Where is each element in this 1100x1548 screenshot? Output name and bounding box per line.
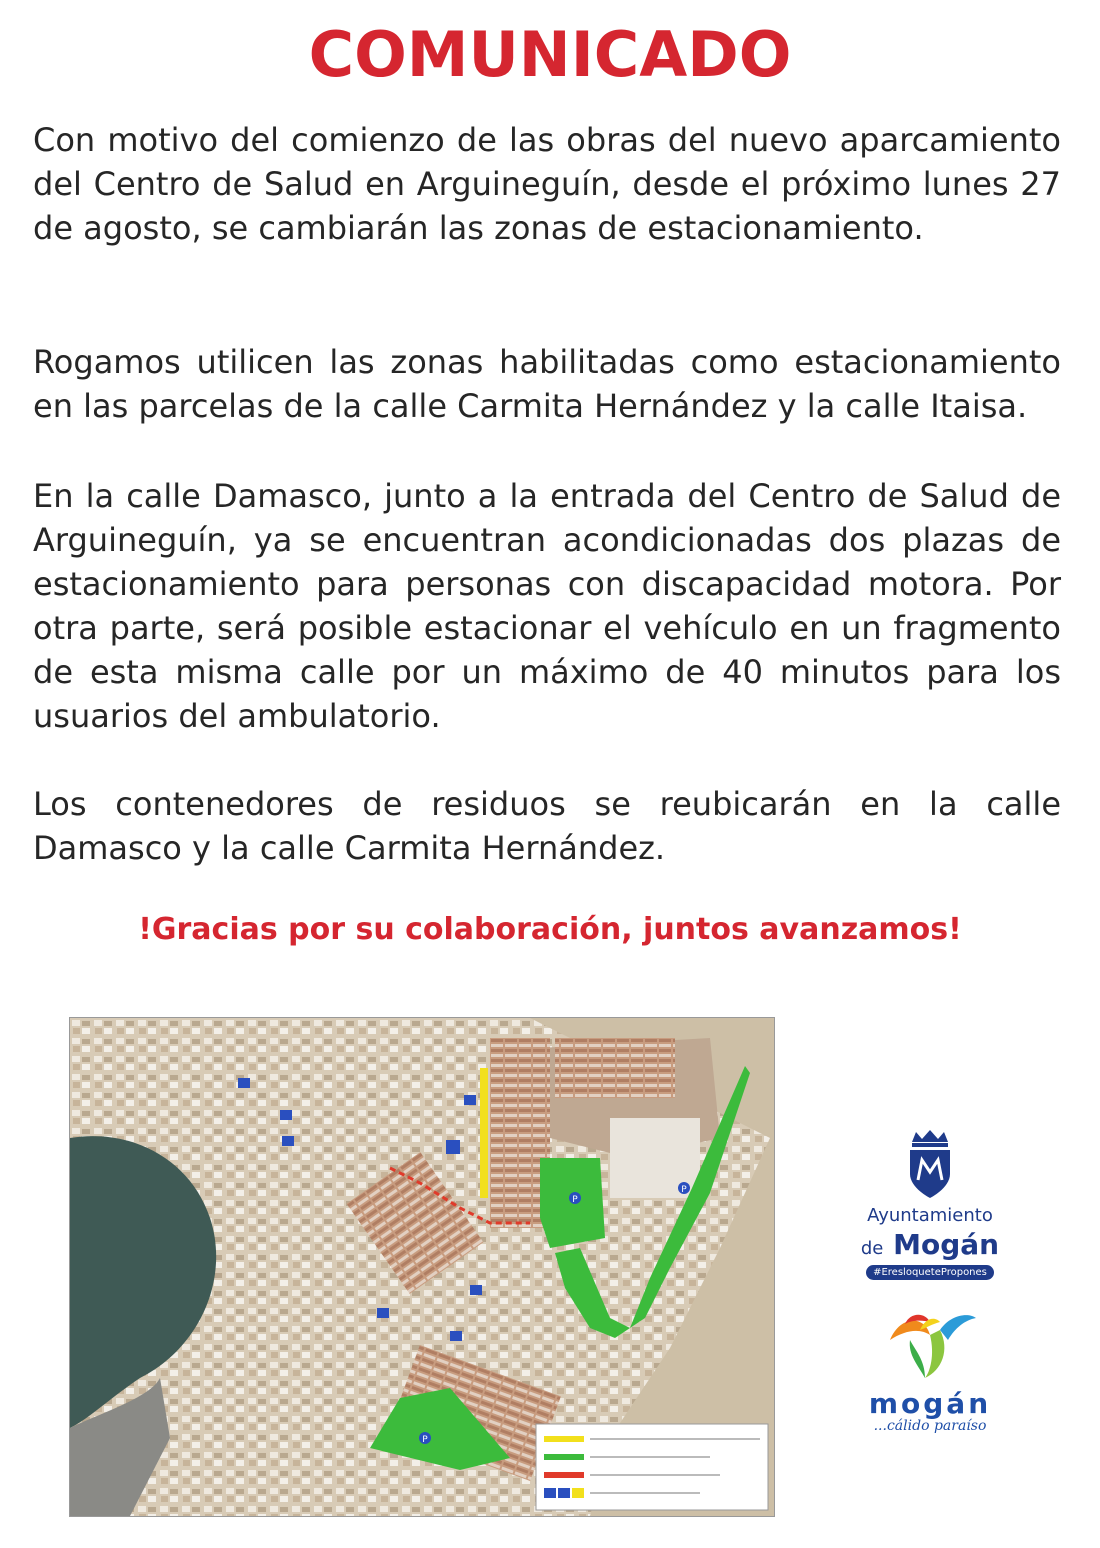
paragraph-damasco-street: En la calle Damasco, junto a la entrada del Centro de Salud de Arguineguín, ya se encuentran acondicionadas dos plazas de estacionamiento para personas con discapacidad motora. Por otra parte, será posible estacionar el vehículo en un fragmento de esta misma calle por un máximo de 40 minutos para los usuarios del ambulatorio. xyxy=(33,477,1061,735)
residential-block xyxy=(555,1038,675,1098)
thanks-message: !Gracias por su colaboración, juntos avanzamos! xyxy=(138,912,962,947)
aerial-map-image xyxy=(70,1018,774,1516)
ayuntamiento-logo xyxy=(850,1128,1010,1280)
ayuntamiento-line1: Ayuntamiento xyxy=(867,1205,993,1226)
paragraph-parking-zones: Rogamos utilicen las zonas habilitadas como estacionamiento en las parcelas de la calle Carmita Hernández y la calle Itaisa. xyxy=(33,343,1061,425)
ayuntamiento-line2: de Mogán xyxy=(860,1228,1000,1261)
paragraph-works-notice: Con motivo del comienzo de las obras del nuevo aparcamiento del Centro de Salud en Arguineguín, desde el próximo lunes 27 de agosto, se cambiarán las zonas de estacionamiento. xyxy=(33,121,1061,247)
page-title: COMUNICADO xyxy=(308,18,792,91)
svg-text:P: P xyxy=(681,1185,687,1195)
limited-parking-strip xyxy=(480,1068,488,1198)
map-legend xyxy=(536,1424,768,1510)
colorful-bird-icon xyxy=(880,1310,980,1380)
hashtag-badge: #EresloquetePropones xyxy=(866,1265,994,1280)
tourism-logo xyxy=(850,1310,1010,1434)
svg-text:P: P xyxy=(422,1435,428,1445)
tourism-name: mogán xyxy=(868,1387,992,1420)
crown-shield-icon xyxy=(904,1128,956,1200)
tourism-tagline: ...cálido paraíso xyxy=(873,1418,987,1434)
parking-map xyxy=(69,1017,775,1517)
paragraph-waste-containers: Los contenedores de residuos se reubicarán en la calle Damasco y la calle Carmita Hernández. xyxy=(33,785,1061,867)
svg-text:P: P xyxy=(572,1195,578,1205)
